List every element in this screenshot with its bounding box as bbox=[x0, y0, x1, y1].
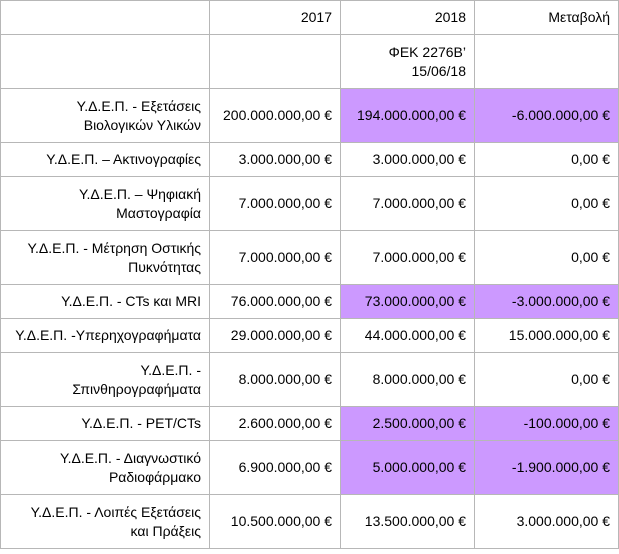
value-2018-cell: 194.000.000,00 € bbox=[341, 89, 475, 143]
source-row bbox=[1, 35, 619, 89]
value-2017-cell: 8.000.000,00 € bbox=[210, 353, 341, 407]
value-2018-cell: 3.000.000,00 € bbox=[341, 143, 475, 177]
source-gazette-date: 15/06/18 bbox=[411, 62, 466, 79]
row-label-cell bbox=[1, 407, 210, 441]
row-label-cell bbox=[1, 285, 210, 319]
value-2018-cell: 2.500.000,00 € bbox=[341, 407, 475, 441]
value-change-cell: 15.000.000,00 € bbox=[475, 319, 619, 353]
row-label-line: Υ.Δ.Ε.Π. – Ακτινογραφίες bbox=[46, 151, 201, 167]
table-row bbox=[1, 407, 619, 441]
table-row bbox=[1, 143, 619, 177]
header-row bbox=[1, 1, 619, 35]
row-label-line: Υ.Δ.Ε.Π. - PET/CTs bbox=[81, 415, 201, 431]
header-change-cell: Μεταβολή bbox=[475, 1, 619, 35]
value-2017-cell: 200.000.000,00 € bbox=[210, 89, 341, 143]
value-2017-cell: 29.000.000,00 € bbox=[210, 319, 341, 353]
value-change-cell: -6.000.000,00 € bbox=[475, 89, 619, 143]
table-row bbox=[1, 231, 619, 285]
value-2017-cell: 76.000.000,00 € bbox=[210, 285, 341, 319]
value-2018-cell: 73.000.000,00 € bbox=[341, 285, 475, 319]
value-2018-cell: 13.500.000,00 € bbox=[341, 495, 475, 549]
row-label-line: Υ.Δ.Ε.Π. - Λοιπές Εξετάσεις bbox=[30, 503, 201, 520]
value-2018-cell: 5.000.000,00 € bbox=[341, 441, 475, 495]
source-gazette-ref: ΦΕΚ 2276Β’ bbox=[388, 43, 466, 60]
row-label-cell bbox=[1, 441, 210, 495]
row-label-cell bbox=[1, 231, 210, 285]
row-label-cell bbox=[1, 495, 210, 549]
value-2017-cell: 10.500.000,00 € bbox=[210, 495, 341, 549]
row-label-line: Υ.Δ.Ε.Π. – Ψηφιακή bbox=[78, 185, 201, 202]
row-label-line: Σπινθηρογραφήματα bbox=[72, 380, 201, 397]
source-label-cell bbox=[1, 35, 210, 89]
source-2018-cell bbox=[341, 35, 475, 89]
header-2017-cell: 2017 bbox=[210, 1, 341, 35]
source-2017-cell bbox=[210, 35, 341, 89]
value-2018-cell: 44.000.000,00 € bbox=[341, 319, 475, 353]
row-label-cell bbox=[1, 177, 210, 231]
table-row bbox=[1, 89, 619, 143]
value-2018-cell: 8.000.000,00 € bbox=[341, 353, 475, 407]
value-2017-cell: 7.000.000,00 € bbox=[210, 177, 341, 231]
value-change-cell: -3.000.000,00 € bbox=[475, 285, 619, 319]
row-label-line: Υ.Δ.Ε.Π. - Εξετάσεις bbox=[76, 97, 201, 114]
value-change-cell: -100.000,00 € bbox=[475, 407, 619, 441]
row-label-line: Υ.Δ.Ε.Π. - Μέτρηση Οστικής bbox=[27, 239, 201, 256]
table-row bbox=[1, 495, 619, 549]
header-label-cell bbox=[1, 1, 210, 35]
row-label-cell bbox=[1, 319, 210, 353]
row-label-line: Ραδιοφάρμακο bbox=[108, 468, 201, 485]
table-row bbox=[1, 441, 619, 495]
table-row bbox=[1, 177, 619, 231]
row-label-cell bbox=[1, 353, 210, 407]
value-2017-cell: 3.000.000,00 € bbox=[210, 143, 341, 177]
value-2017-cell: 2.600.000,00 € bbox=[210, 407, 341, 441]
row-label-line: Υ.Δ.Ε.Π. -Υπερηχογραφήματα bbox=[15, 327, 201, 343]
value-2017-cell: 6.900.000,00 € bbox=[210, 441, 341, 495]
source-change-cell bbox=[475, 35, 619, 89]
row-label-line: Μαστογραφία bbox=[116, 204, 201, 221]
row-label-line: Βιολογικών Υλικών bbox=[83, 116, 201, 133]
row-label-line: Υ.Δ.Ε.Π. - bbox=[140, 361, 201, 378]
row-label-cell bbox=[1, 143, 210, 177]
row-label-line: Υ.Δ.Ε.Π. - Διαγνωστικό bbox=[60, 449, 201, 466]
row-label-line: Πυκνότητας bbox=[128, 258, 201, 275]
table-row bbox=[1, 353, 619, 407]
value-change-cell: 0,00 € bbox=[475, 177, 619, 231]
value-change-cell: 3.000.000,00 € bbox=[475, 495, 619, 549]
value-change-cell: -1.900.000,00 € bbox=[475, 441, 619, 495]
value-change-cell: 0,00 € bbox=[475, 231, 619, 285]
value-2018-cell: 7.000.000,00 € bbox=[341, 177, 475, 231]
table-row bbox=[1, 319, 619, 353]
table-row bbox=[1, 285, 619, 319]
value-2017-cell: 7.000.000,00 € bbox=[210, 231, 341, 285]
value-2018-cell: 7.000.000,00 € bbox=[341, 231, 475, 285]
value-change-cell: 0,00 € bbox=[475, 353, 619, 407]
row-label-cell bbox=[1, 89, 210, 143]
row-label-line: Υ.Δ.Ε.Π. - CTs και MRI bbox=[61, 293, 201, 309]
value-change-cell: 0,00 € bbox=[475, 143, 619, 177]
row-label-line: και Πράξεις bbox=[130, 522, 201, 539]
header-2018-cell: 2018 bbox=[341, 1, 475, 35]
